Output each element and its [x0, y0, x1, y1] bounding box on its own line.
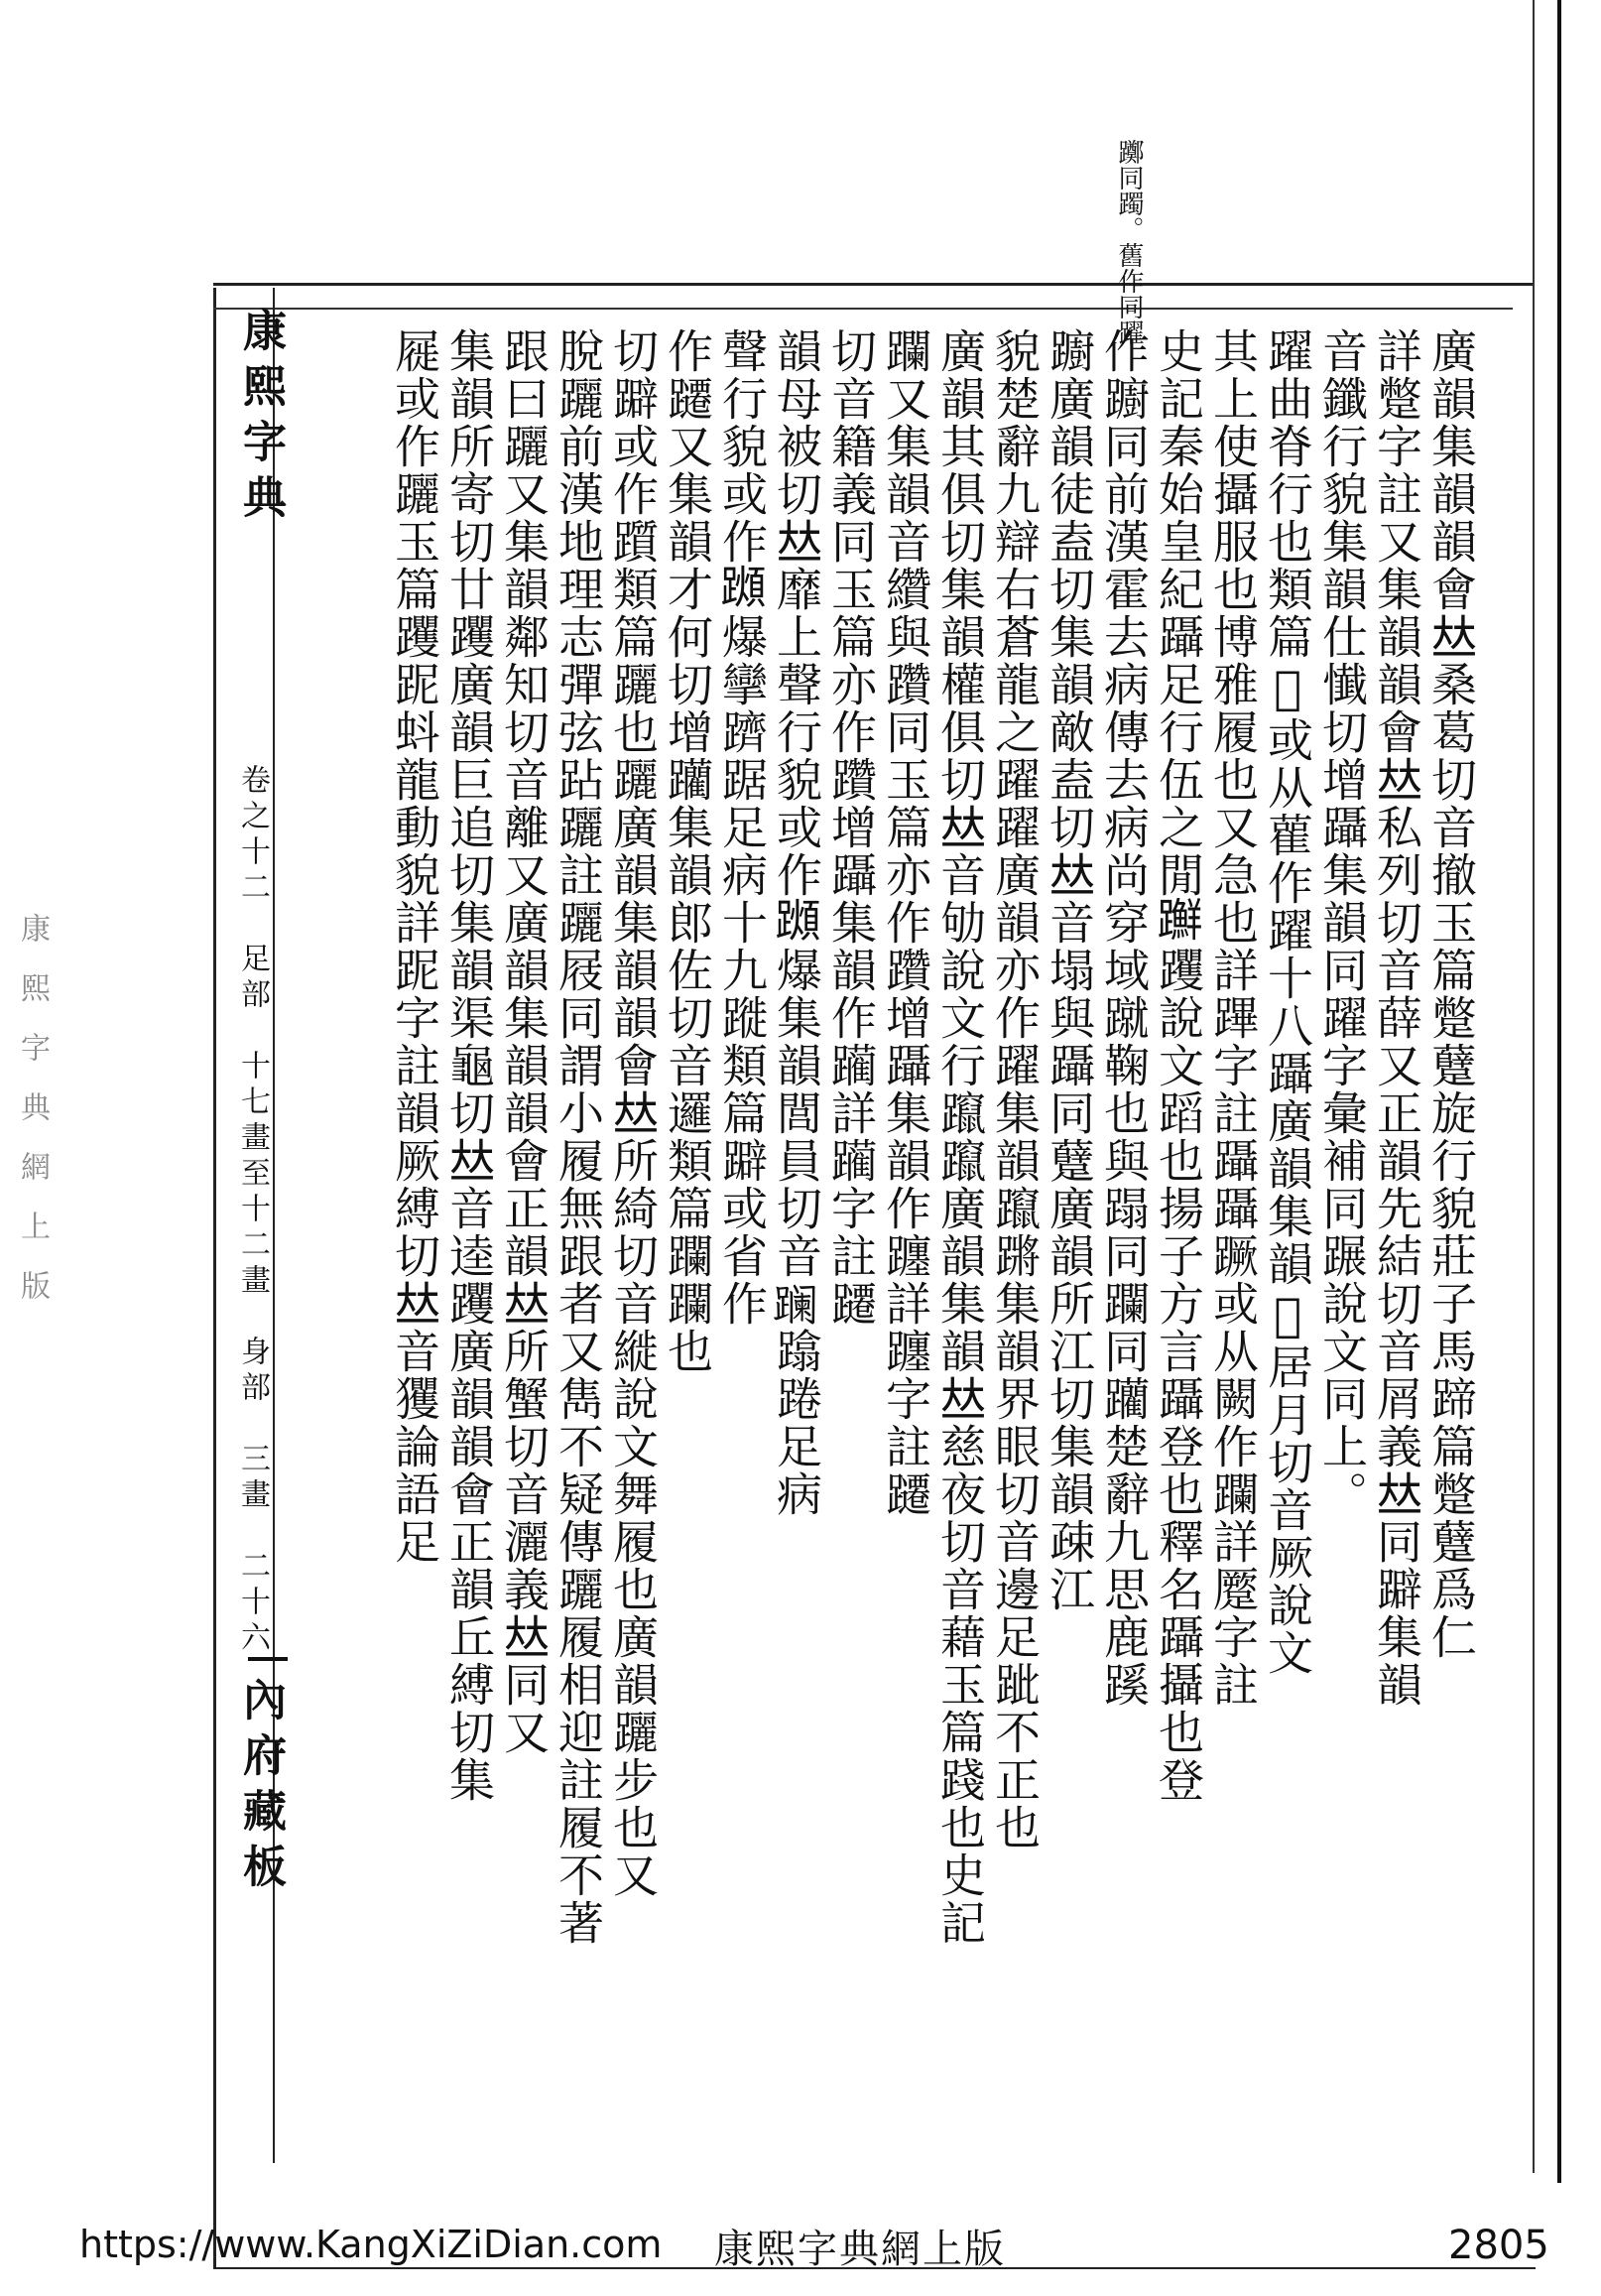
- outer-border-right: [1557, 0, 1561, 2183]
- text-column: 史記秦始皇紀躡足行伍之閒𨇤躩說文蹈也揚子方言躡登也釋名躡攝也登: [1152, 327, 1205, 1804]
- spine-divider: [248, 1657, 288, 1661]
- text-column: 脫躧前漢地理志彈弦跕躧註躧屐同謂小履無跟者又雋不疑傳躧履相迎註履不著: [552, 327, 605, 1947]
- top-border: [213, 283, 1533, 286]
- inner-top-rule: [213, 308, 1513, 310]
- text-column: 廣韻其俱切集韻權俱切𠀤音劬說文行躥躥廣韻集韻𠀤慈夜切音藉玉篇踐也史記: [933, 327, 987, 1947]
- watermark: 康熙字典網上版: [15, 913, 50, 1330]
- text-column: 作躚又集韻才何切增躪集韻郎佐切音邏類篇躝躝也: [661, 327, 714, 1375]
- spine-volume-info: 卷之十二 足部 十七畫至十二畫 身部 三畫 二十六: [235, 764, 270, 1657]
- text-column: 躝又集韻音纘與躦同玉篇亦作躦增躡集韻作躔詳躔字註躚: [879, 327, 932, 1518]
- text-column: 其上使攝服也博雅履也又急也詳蹕字註躡躡蹶或从闕作躝詳蹷字註: [1206, 327, 1260, 1709]
- text-column: 作躕同前漢霍去病傳去病尚穿域蹴鞠也與蹋同躝同躪楚辭九思鹿蹊: [1097, 327, 1151, 1709]
- page-number: 2805: [1448, 2223, 1549, 2268]
- text-column: 屣或作躧玉篇躩跜蚪龍動貌詳跜字註韻厥縛切𠀤音玃論語足: [388, 327, 441, 1566]
- text-column: 聲行貌或作𨆌爆攣躋踞足病十九蹝類篇躃或省作: [715, 327, 769, 1328]
- text-column: 跟曰躧又集韻鄰知切音離又廣韻集韻韻會正韻𠀤所蟹切音灑義𠀤同又: [497, 327, 551, 1756]
- text-column: 集韻所寄切廿躩廣韻巨追切集韻渠龜切𠀤音逵躩廣韻韻會正韻丘縛切集: [442, 327, 496, 1804]
- footer-site-title: 康熙字典網上版: [714, 2227, 1006, 2272]
- dictionary-body: [288, 327, 1478, 2143]
- text-column: 貌楚辭九辯右蒼龍之躍躍廣韻亦作躍集韻躥蹡集韻界眼切音邊足跐不正也: [988, 327, 1042, 1851]
- footer-url-link[interactable]: https://www.KangXiZiDian.com: [79, 2223, 663, 2266]
- text-column: 詳蹩字註又集韻韻會𠀤私列切音薛又正韻先結切音屑義𠀤同躃集韻: [1370, 327, 1423, 1709]
- text-column: 廣韻集韻韻會𠀤桑葛切音撤玉篇蹩躠旋行貌莊子馬蹄篇蹩躠爲仁: [1424, 327, 1478, 1661]
- text-column: 韻母被切𠀤靡上聲行貌或作𨆌爆集韻閭員切音𨅬蹹踡足病: [770, 327, 823, 1518]
- spine-book-title: 康熙字典: [235, 308, 286, 530]
- text-column: 躕廣韻徒盍切集韻敵盍切𠀤音塌與躡同躠廣韻所江切集韻疎江: [1043, 327, 1096, 1613]
- spine-publisher: 內府藏板: [235, 1677, 286, 1899]
- text-column: 躍曲脊行也類篇𨄽或从雚作躍十八躡廣韻集韻𠀤居月切音厥說文: [1261, 327, 1314, 1677]
- text-column: 切音籍義同玉篇亦作躦增躡集韻作躏詳躏字註躚: [824, 327, 878, 1328]
- text-column: 切躃或作躓類篇躧也躧廣韻集韻韻會𠀤所綺切音縰說文舞履也廣韻躧步也又: [606, 327, 660, 1899]
- side-note: 躑同躅。舊作同躍: [1114, 139, 1144, 345]
- text-column: 音鑯行貌集韻仕懴切增躡集韻同躍字彙補同蹍說文同上。: [1315, 327, 1369, 1518]
